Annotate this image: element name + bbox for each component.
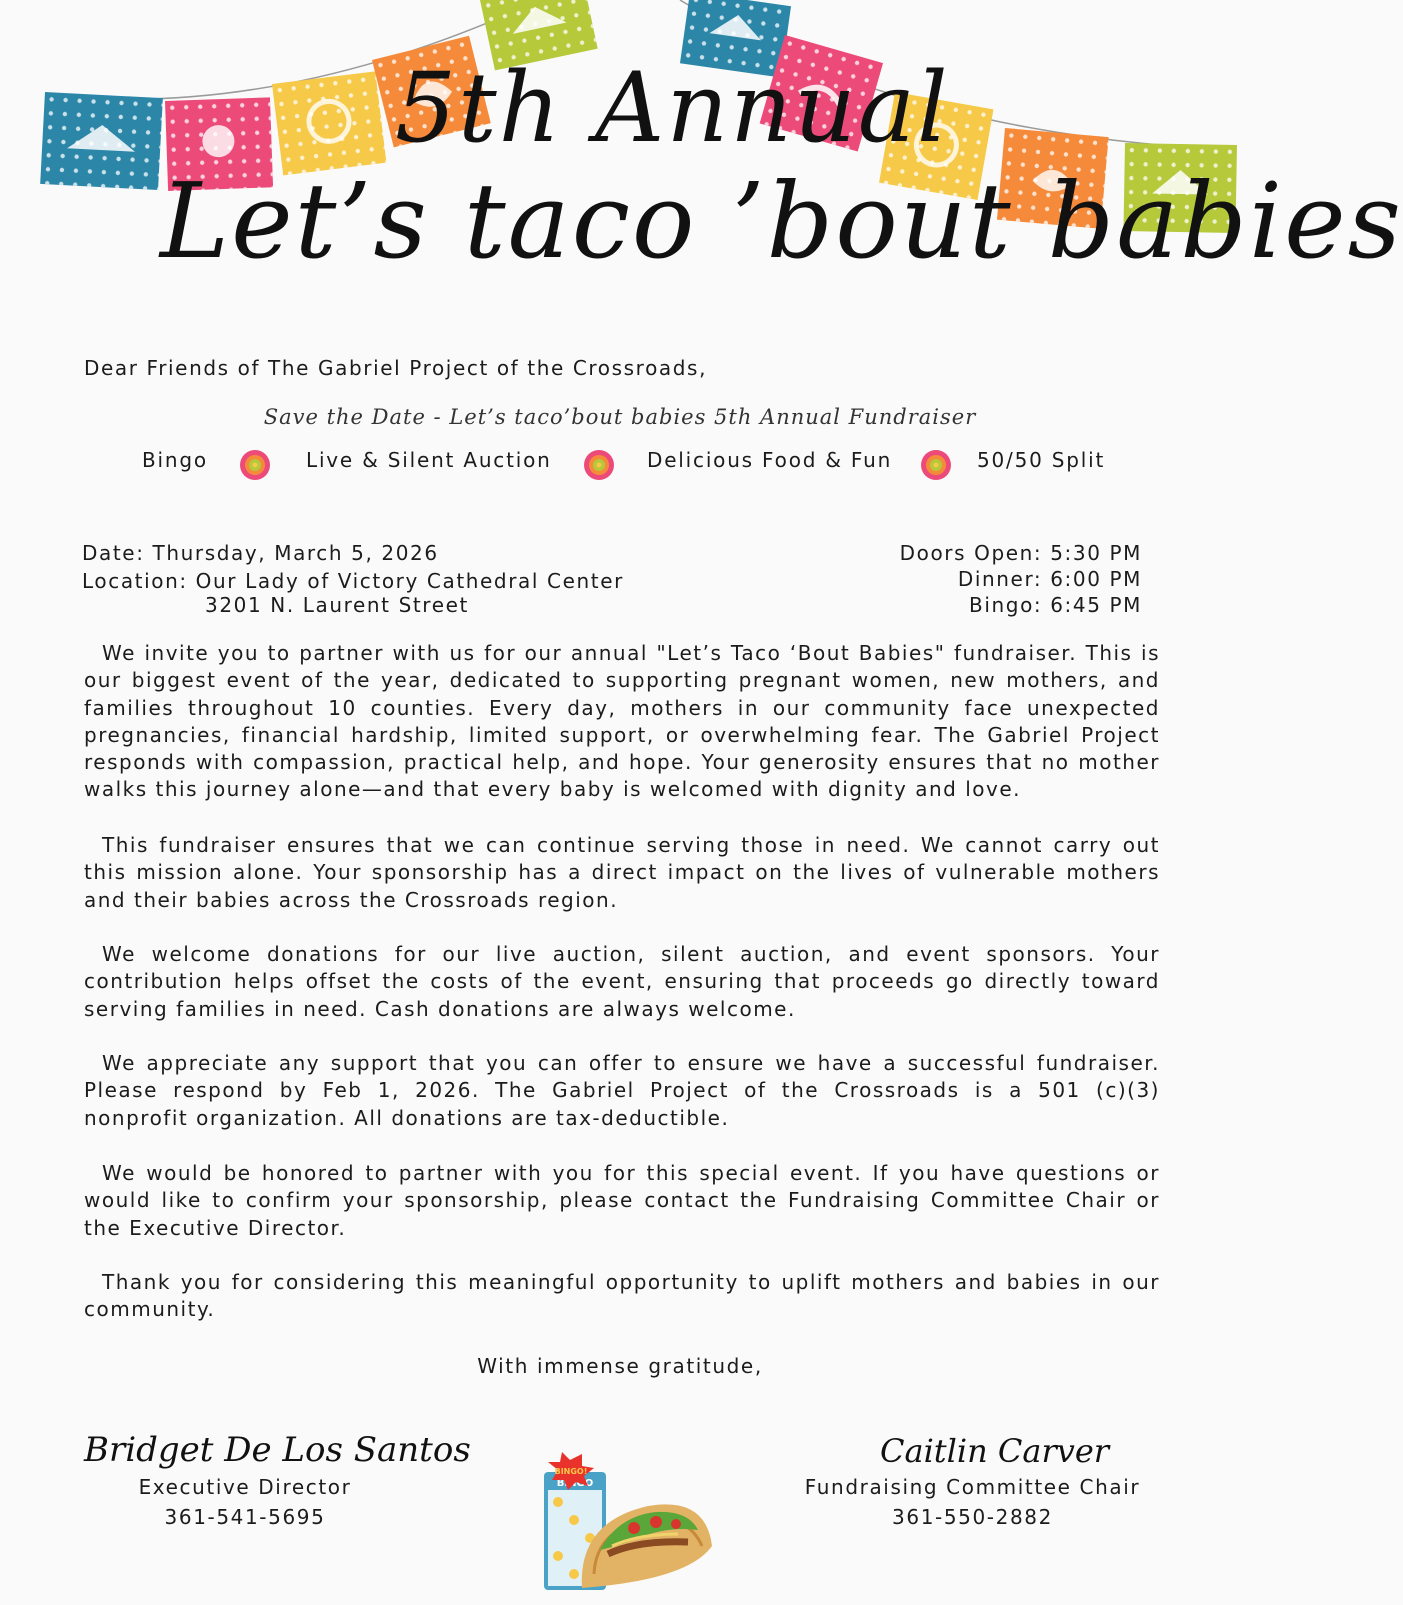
paragraph-invitation: We invite you to partner with us for our annual "Let’s Taco ‘Bout Babies" fundraiser. This is our biggest event of the year, dedicated to supporting pregnant women, new mothers, and families throughout 10 counties. Every day, mothers in our community face unexpected pregnancies, financial hardship, limited support, or overwhelming fear. The Gabriel Project responds with compassion, practical help, and hope. Your generosity ensures that no mother walks this journey alone—and that every baby is welcomed with dignity and love. [84,641,1160,802]
paragraph-respond: We appreciate any support that you can offer to ensure we have a successful fundraiser. Please respond by Feb 1, 2026. The Gabriel Project of the Crossroads is a 501 (c)(3) nonprofit organization. All donations are tax-deductible. [84,1051,1160,1130]
right-signer-phone: 361-550-2882 [892,1505,1053,1529]
closing-line: With immense gratitude, [477,1354,763,1378]
signature-right: Caitlin Carver [880,1432,1110,1470]
right-signer-title: Fundraising Committee Chair [804,1475,1141,1499]
activity-food: Delicious Food & Fun [647,448,893,472]
activity-split: 50/50 Split [977,448,1106,472]
signature-left: Bridget De Los Santos [84,1430,471,1470]
activity-auction: Live & Silent Auction [306,448,552,472]
title-line-2: Let’s taco ’bout babies [160,160,1403,282]
left-signer-title: Executive Director [138,1475,352,1499]
event-location: Location: Our Lady of Victory Cathedral Center [82,569,624,593]
bingo-card-header: BINGO [556,1478,594,1489]
left-signer-phone: 361-541-5695 [164,1505,326,1529]
flower-icon [920,449,952,481]
bingo-time: Bingo: 6:45 PM [969,593,1142,617]
salutation: Dear Friends of The Gabriel Project of the Crossroads, [84,356,708,380]
doors-open-time: Doors Open: 5:30 PM [899,541,1142,565]
save-the-date-line: Save the Date - Let’s taco’bout babies 5th Annual Fundraiser [263,405,977,429]
paragraph-mission: This fundraiser ensures that we can continue serving those in need. We cannot carry out this mission alone. Your sponsorship has a direct impact on the lives of vulnerable mothers and their babies across the Crossroads region. [84,833,1160,912]
flower-icon [239,449,271,481]
paragraph-donations: We welcome donations for our live auction, silent auction, and event sponsors. Your contribution helps offset the costs of the event, ensuring that proceeds go directly toward serving families in need. Cash donations are always welcome. [84,942,1160,1021]
event-date: Date: Thursday, March 5, 2026 [82,541,439,565]
event-address: 3201 N. Laurent Street [205,593,469,617]
bingo-taco-graphic [538,1450,716,1600]
dinner-time: Dinner: 6:00 PM [957,567,1142,591]
activity-bingo: Bingo [142,448,208,472]
paragraph-thanks: Thank you for considering this meaningful opportunity to uplift mothers and babies in our community. [84,1270,1160,1322]
title-line-1: 5th Annual [395,52,950,164]
banner-flag-teal-left [40,92,163,190]
activities-row [0,448,1240,482]
flower-icon [583,449,615,481]
bingo-badge-text: BINGO! [554,1467,588,1476]
paragraph-contact: We would be honored to partner with you for this special event. If you have questions or would like to confirm your sponsorship, please contact the Fundraising Committee Chair or the Executive Director. [84,1161,1160,1240]
